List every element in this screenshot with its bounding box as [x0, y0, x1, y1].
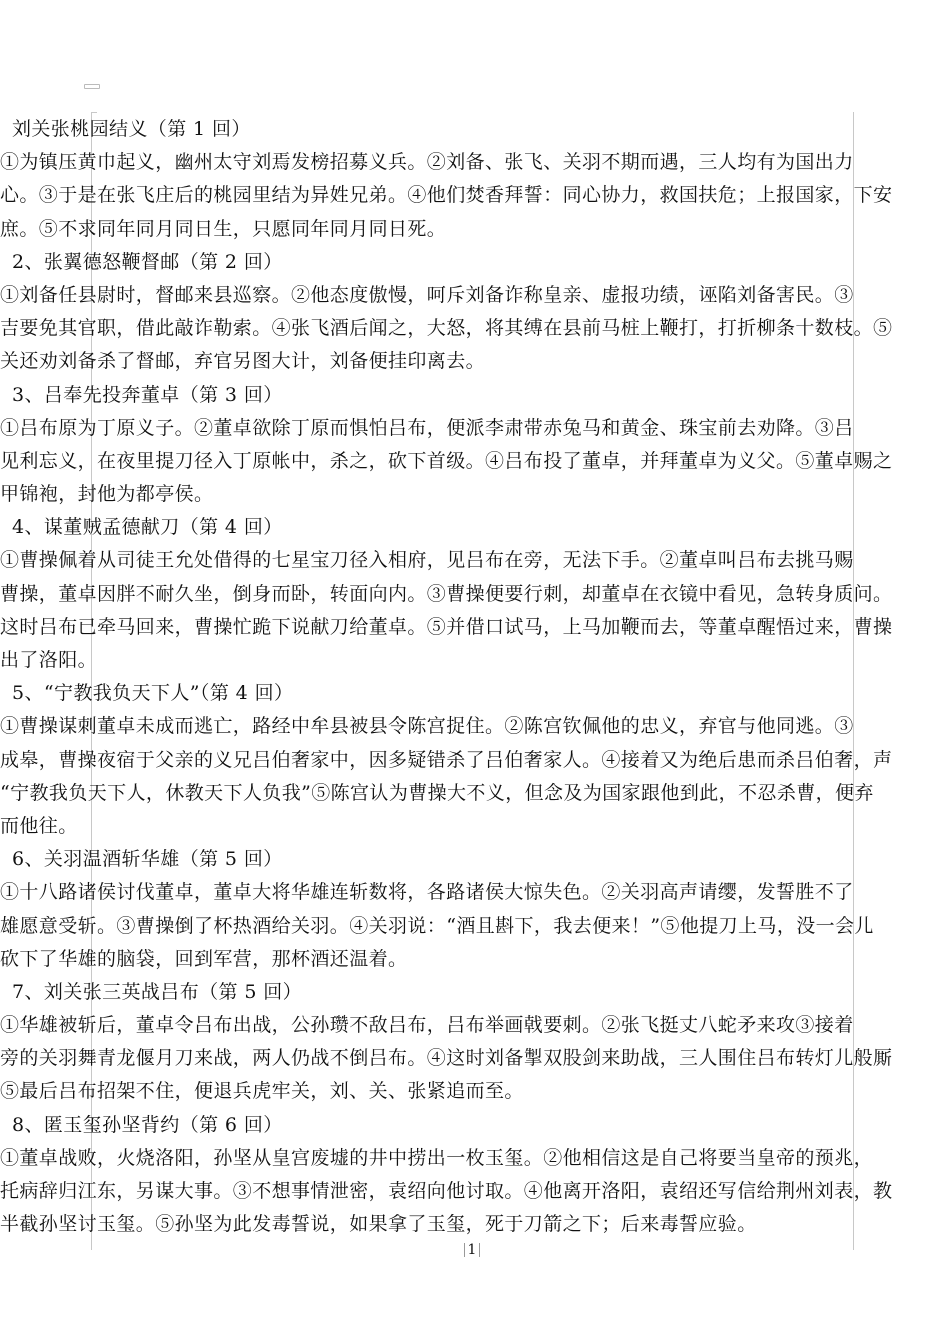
paragraph-line: 托病辞归江东，另谋大事。③不想事情泄密，袁绍向他讨取。④他离开洛阳，袁绍还写信给荆州刘表，教 [0, 1180, 893, 1202]
paragraph-line: 见利忘义，在夜里提刀径入丁原帐中，杀之，砍下首级。④吕布投了董卓，并拜董卓为义父。⑤董卓赐之 [0, 449, 893, 472]
section-heading: 4、谋董贼孟德献刀（第 4 回） [12, 516, 283, 539]
section-heading: 8、匿玉玺孙坚背约（第 6 回） [12, 1113, 283, 1136]
section-heading: 刘关张桃园结义（第 1 回） [12, 118, 251, 140]
paragraph-line: 而他往。 [0, 814, 78, 837]
paragraph-line: 心。③于是在张飞庄后的桃园里结为异姓兄弟。④他们焚香拜誓：同心协力，救国扶危；上报国家，下安 [0, 184, 893, 207]
paragraph-line: ⑤最后吕布招架不住，便退兵虎牢关，刘、关、张紧追而至。 [0, 1080, 524, 1103]
paragraph-line: 这时吕布已牵马回来，曹操忙跪下说献刀给董卓。⑤并借口试马，上马加鞭而去，等董卓醒悟过来，曹操 [0, 615, 893, 638]
section-heading: 2、张翼德怒鞭督邮（第 2 回） [12, 250, 283, 273]
paragraph-line: ①为镇压黄巾起义，幽州太守刘焉发榜招募义兵。②刘备、张飞、关羽不期而遇，三人均有为国出力 [0, 151, 854, 174]
paragraph-line: ①吕布原为丁原义子。②董卓欲除丁原而惧怕吕布，便派李肃带赤兔马和黄金、珠宝前去劝降。③吕 [0, 416, 854, 439]
paragraph-line: 甲锦袍，封他为都亭侯。 [0, 483, 214, 506]
paragraph-line: 雄愿意受斩。③曹操倒了杯热酒给关羽。④关羽说：“酒且斟下，我去便来！”⑤他提刀上马，没一会儿 [0, 914, 874, 937]
page-number: 1 [462, 1239, 482, 1261]
paragraph-line: 吉要免其官职，借此敲诈勒索。④张飞酒后闻之，大怒，将其缚在县前马桩上鞭打，打折柳条十数枝。⑤ [0, 317, 893, 340]
section-heading: 7、刘关张三英战吕布（第 5 回） [12, 980, 303, 1003]
paragraph-line: “宁教我负天下人，休教天下人负我”⑤陈宫认为曹操大不义，但念及为国家跟他到此，不忍杀曹，便弃 [0, 781, 874, 804]
paragraph-line: 成皋，曹操夜宿于父亲的义兄吕伯奢家中，因多疑错杀了吕伯奢家人。④接着又为绝后患而杀吕伯奢，声 [0, 748, 893, 771]
document-body [0, 113, 950, 1241]
paragraph-line: ①曹操佩着从司徒王允处借得的七星宝刀径入相府，见吕布在旁，无法下手。②董卓叫吕布去挑马赐 [0, 549, 854, 572]
section-heading: 6、关羽温酒斩华雄（第 5 回） [12, 848, 283, 871]
paragraph-line: 砍下了华雄的脑袋，回到军营，那杯酒还温着。 [0, 947, 408, 970]
paragraph-line: 庶。⑤不求同年同月同日生，只愿同年同月同日死。 [0, 217, 447, 240]
paragraph-line: 出了洛阳。 [0, 649, 98, 671]
paragraph-line: 曹操，董卓因胖不耐久坐，倒身而卧，转面向内。③曹操便要行刺，却董卓在衣镜中看见，急转身质问。 [0, 582, 893, 605]
paragraph-line: ①十八路诸侯讨伐董卓，董卓大将华雄连斩数将，各路诸侯大惊失色。②关羽高声请缨，发誓胜不了 [0, 881, 854, 904]
paragraph-line: 关还劝刘备杀了督邮，弃官另图大计，刘备便挂印离去。 [0, 350, 486, 373]
paragraph-line: ①华雄被斩后，董卓令吕布出战，公孙瓒不敌吕布，吕布举画戟要刺。②张飞挺丈八蛇矛来攻③接着 [0, 1014, 854, 1037]
paragraph-line: 半截孙坚讨玉玺。⑤孙坚为此发毒誓说，如果拿了玉玺，死于刀箭之下；后来毒誓应验。 [0, 1213, 757, 1236]
paragraph-line: ①曹操谋刺董卓未成而逃亡，路经中牟县被县令陈宫捉住。②陈宫钦佩他的忠义，弃官与他同逃。③ [0, 715, 854, 738]
page-corner-mark [84, 84, 100, 89]
paragraph-line: ①董卓战败，火烧洛阳，孙坚从皇宫废墟的井中捞出一枚玉玺。②他相信这是自己将要当皇帝的预兆， [0, 1146, 874, 1169]
section-heading: 5、“宁教我负天下人”（第 4 回） [12, 682, 294, 705]
paragraph-line: ①刘备任县尉时，督邮来县巡察。②他态度傲慢，呵斥刘备诈称皇亲、虚报功绩，诬陷刘备害民。③ [0, 283, 854, 306]
section-heading: 3、吕奉先投奔董卓（第 3 回） [12, 383, 283, 406]
paragraph-line: 旁的关羽舞青龙偃月刀来战，两人仍战不倒吕布。④这时刘备掣双股剑来助战，三人围住吕布转灯儿般厮 [0, 1047, 893, 1070]
